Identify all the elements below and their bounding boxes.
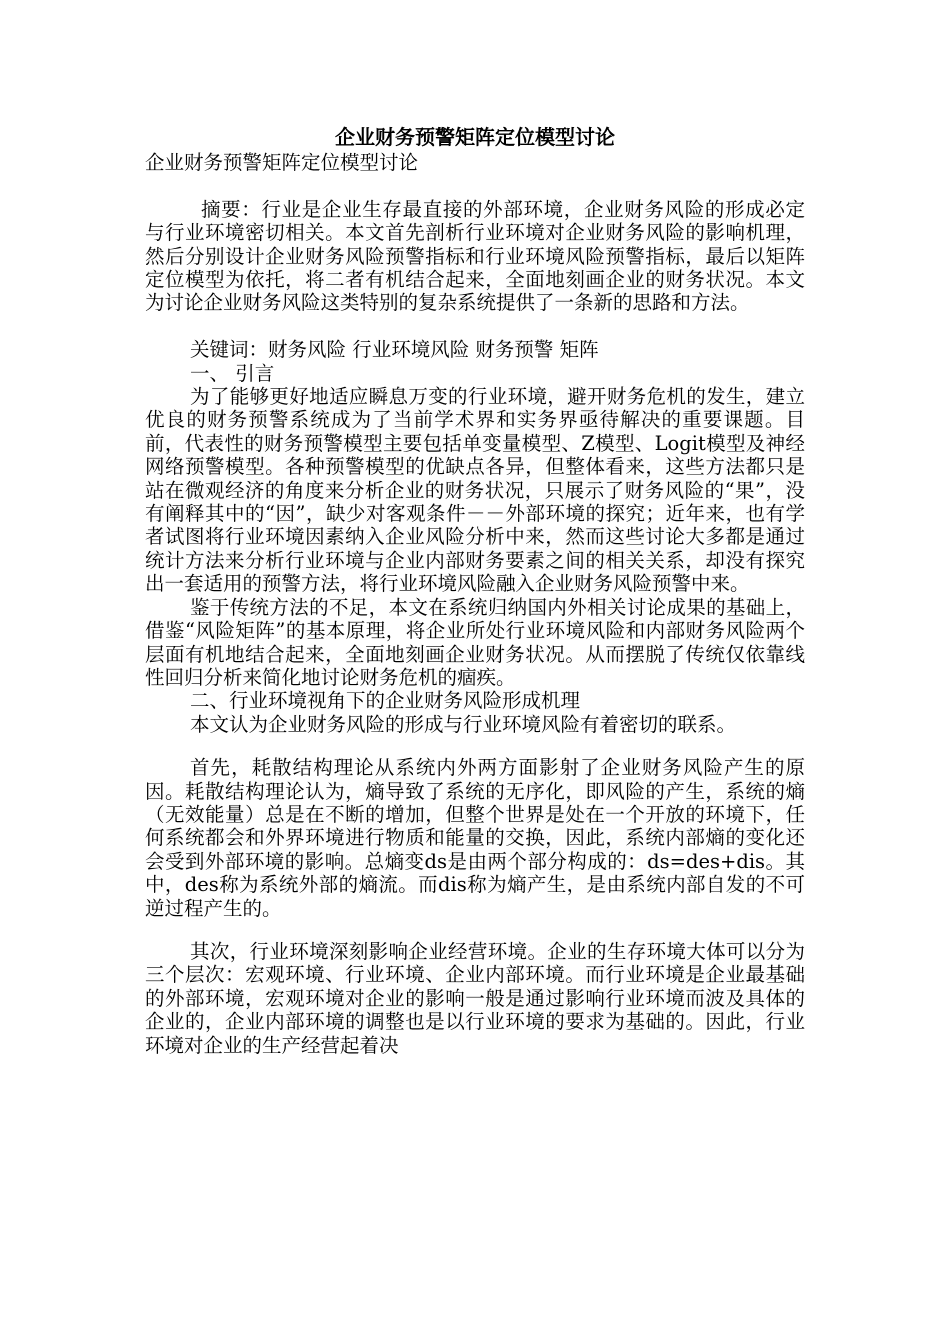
section-heading-introduction: 一、 引言 [190, 361, 275, 385]
abstract-paragraph: 摘要：行业是企业生存最直接的外部环境，企业财务风险的形成必定与行业环境密切相关。本文首先剖析行业环境对企业财务风险的影响机理，然后分别设计企业财务风险预警指标和行业环境风险预警指标，最后以矩阵定位模型为依托，将二者有机结合起来，全面地刻画企业的财务状况。本文为讨论企业财务风险这类特别的复杂系统提供了一条新的思路和方法。 [145, 197, 805, 315]
paragraph: 本文认为企业财务风险的形成与行业环境风险有着密切的联系。 [190, 712, 737, 736]
paragraph: 首先，耗散结构理论从系统内外两方面影射了企业财务风险产生的原因。耗散结构理论认为，熵导致了系统的无序化，即风险的产生，系统的熵（无效能量）总是在不断的增加，但整个世界是处在一个开放的环境下，任何系统都会和外界环境进行物质和能量的交换，因此，系统内部熵的变化还会受到外部环境的影响。总熵变ds是由两个部分构成的：ds=des+dis。其中，des称为系统外部的熵流。而dis称为熵产生，是由系统内部自发的不可逆过程产生的。 [145, 756, 805, 920]
paragraph: 为了能够更好地适应瞬息万变的行业环境，避开财务危机的发生，建立优良的财务预警系统成为了当前学术界和实务界亟待解决的重要课题。目前，代表性的财务预警模型主要包括单变量模型、Z模型、Logit模型及神经网络预警模型。各种预警模型的优缺点各异，但整体看来，这些方法都只是站在微观经济的角度来分析企业的财务状况，只展示了财务风险的“果”，没有阐释其中的“因”，缺少对客观条件－－外部环境的探究；近年来，也有学者试图将行业环境因素纳入企业风险分析中来，然而这些讨论大多都是通过统计方法来分析行业环境与企业内部财务要素之间的相关关系，却没有探究出一套适用的预警方法，将行业环境风险融入企业财务风险预警中来。 [145, 385, 805, 596]
paragraph: 其次，行业环境深刻影响企业经营环境。企业的生存环境大体可以分为三个层次：宏观环境、行业环境、企业内部环境。而行业环境是企业最基础的外部环境，宏观环境对企业的影响一般是通过影响行业环境而波及具体的企业的，企业内部环境的调整也是以行业环境的要求为基础的。因此，行业环境对企业的生产经营起着决 [145, 939, 805, 1057]
document-subtitle: 企业财务预警矩阵定位模型讨论 [145, 151, 419, 174]
paragraph: 鉴于传统方法的不足，本文在系统归纳国内外相关讨论成果的基础上，借鉴“风险矩阵”的基本原理，将企业所处行业环境风险和内部财务风险两个层面有机地结合起来，全面地刻画企业财务状况。从而摆脱了传统仅依靠线性回归分析来简化地讨论财务危机的痼疾。 [145, 595, 805, 689]
section-heading-mechanism: 二、行业环境视角下的企业财务风险形成机理 [190, 689, 581, 713]
document-title: 企业财务预警矩阵定位模型讨论 [335, 125, 615, 149]
keywords-line: 关键词：财务风险 行业环境风险 财务预警 矩阵 [190, 338, 599, 362]
document-body [145, 151, 805, 1057]
